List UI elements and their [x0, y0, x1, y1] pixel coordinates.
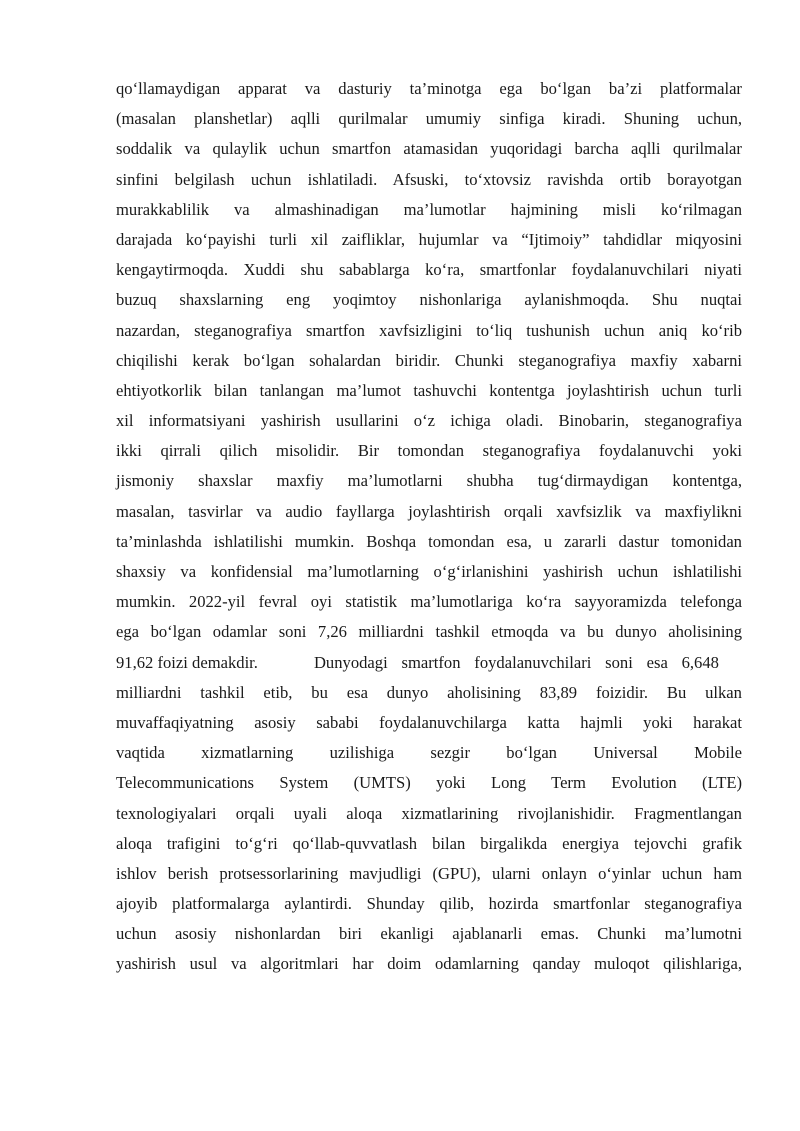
text-line: kengaytirmoqda. Xuddi shu sabablarga ko‘ra, smartfonlar foydalanuvchilari niyati: [116, 260, 742, 280]
text-line: buzuq shaxslarning eng yoqimtoy nishonlariga aylanishmoqda. Shu nuqtai: [116, 290, 743, 310]
text-line: jismoniy shaxslar maxfiy ma’lumotlarni shubha tug‘dirmaydigan kontentga,: [116, 471, 742, 491]
text-line: ajoyib platformalarga aylantirdi. Shunday qilib, hozirda smartfonlar steganografiya: [116, 894, 742, 914]
text-line: texnologiyalari orqali uyali aloqa xizmatlarining rivojlanishidir. Fragmentlangan: [116, 803, 742, 823]
text-line: murakkablilik va almashinadigan ma’lumotlar hajmining misli ko‘rilmagan: [116, 199, 743, 219]
text-line: uchun asosiy nishonlardan biri ekanligi ajablanarli emas. Chunki ma’lumotni: [116, 924, 742, 944]
text-line: Telecommunications System (UMTS) yoki Long Term Evolution (LTE): [116, 773, 742, 793]
text-line: qo‘llamaydigan apparat va dasturiy ta’minotga ega bo‘lgan ba’zi platformalar: [116, 79, 742, 98]
text-line: muvaffaqiyatning asosiy sababi foydalanuvchilarga katta hajmli yoki harakat: [116, 712, 742, 732]
body-text: [116, 74, 742, 980]
text-line: soddalik va qulaylik uchun smartfon atamasidan yuqoridagi barcha aqlli qurilmalar: [116, 139, 742, 159]
text-line: sinfini belgilash uchun ishlatiladi. Afsuski, to‘xtovsiz ravishda ortib borayotgan: [116, 169, 742, 189]
text-line-part: 91,62 foizi demakdir.: [116, 652, 258, 672]
text-line: ehtiyotkorlik bilan tanlangan ma’lumot tashuvchi kontentga joylashtirish uchun turli: [116, 380, 742, 400]
text-line: mumkin. 2022-yil fevral oyi statistik ma’lumotlariga ko‘ra sayyoramizda telefonga: [116, 592, 742, 612]
text-line: (masalan planshetlar) aqlli qurilmalar umumiy sinfiga kiradi. Shuning uchun,: [116, 109, 743, 129]
text-line: nazardan, steganografiya smartfon xavfsizligini to‘liq tushunish uchun aniq ko‘rib: [116, 320, 742, 340]
text-line: masalan, tasvirlar va audio fayllarga joylashtirish orqali xavfsizlik va maxfiylikni: [116, 501, 743, 521]
text-line: milliardni tashkil etib, bu esa dunyo aholisining 83,89 foizidir. Bu ulkan: [116, 682, 742, 702]
text-line-part: Dunyodagi smartfon foydalanuvchilari soni esa 6,648: [313, 652, 719, 672]
text-line: aloqa trafigini to‘g‘ri qo‘llab-quvvatlash bilan birgalikda energiya tejovchi grafik: [116, 833, 742, 853]
text-line: ishlov berish protsessorlarining mavjudligi (GPU), ularni onlayn o‘yinlar uchun ham: [116, 863, 742, 883]
text-line: yashirish usul va algoritmlari har doim odamlarning qanday muloqot qilishlariga,: [116, 954, 742, 974]
text-line: chiqilishi kerak bo‘lgan sohalardan biridir. Chunki steganografiya maxfiy xabarni: [116, 350, 742, 370]
text-line: shaxsiy va konfidensial ma’lumotlarning o‘g‘irlanishini yashirish uchun ishlatilishi: [116, 562, 743, 581]
text-line-split: [116, 648, 742, 678]
text-line: ta’minlashda ishlatilishi mumkin. Boshqa tomondan esa, u zararli dastur tomonidan: [116, 531, 742, 551]
text-line: darajada ko‘payishi turli xil zaifliklar, hujumlar va “Ijtimoiy” tahdidlar miqyosini: [116, 229, 743, 249]
text-line: vaqtida xizmatlarning uzilishiga sezgir bo‘lgan Universal Mobile: [116, 743, 743, 763]
text-line: xil informatsiyani yashirish usullarini o‘z ichiga oladi. Binobarin, steganografiya: [116, 411, 742, 431]
text-line: ikki qirrali qilich misolidir. Bir tomondan steganografiya foydalanuvchi yoki: [116, 441, 743, 461]
text-line: ega bo‘lgan odamlar soni 7,26 milliardni tashkil etmoqda va bu dunyo aholisining: [116, 622, 743, 642]
